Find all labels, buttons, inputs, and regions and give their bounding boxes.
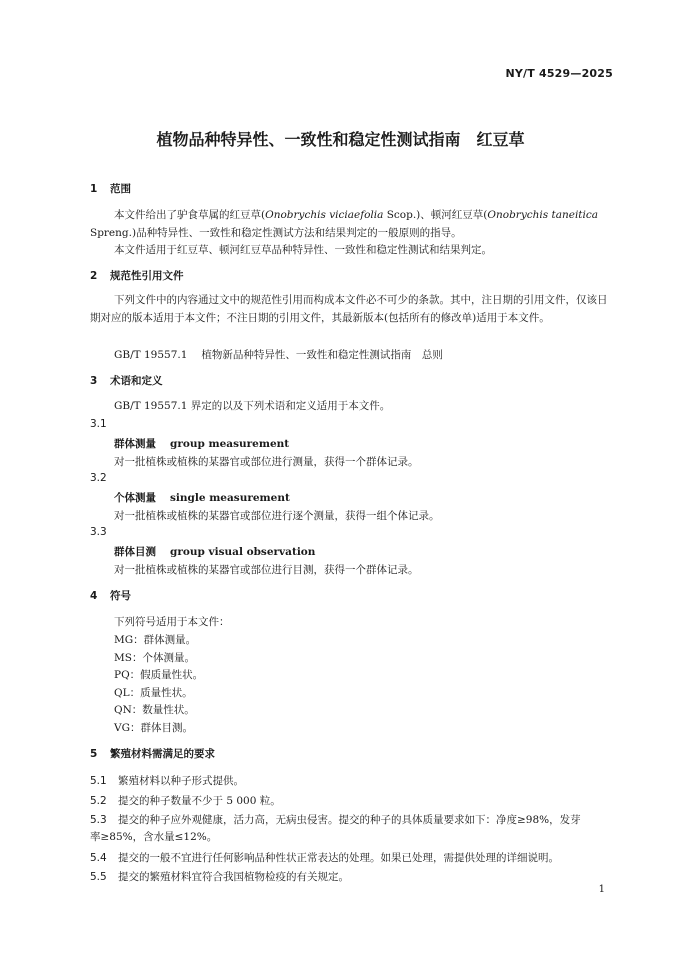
symbols-intro: 下列符号适用于本文件： bbox=[114, 616, 230, 628]
page-title: 植物品种特异性、一致性和稳定性测试指南 红豆草 bbox=[156, 130, 525, 149]
section-number: 4 bbox=[90, 590, 98, 602]
term-heading bbox=[114, 490, 290, 505]
section-2-heading bbox=[90, 268, 184, 283]
term-number: 3.3 bbox=[90, 526, 107, 538]
term-en: group measurement bbox=[170, 438, 290, 450]
term-zh: 群体测量 bbox=[114, 438, 156, 450]
clause bbox=[90, 869, 349, 884]
term-definition: 对一批植株或植株的某器官或部位进行测量，获得一个群体记录。 bbox=[114, 456, 419, 468]
section-title: 繁殖材料需满足的要求 bbox=[110, 748, 215, 760]
symbol-item: VG：群体目测。 bbox=[114, 722, 193, 734]
reference-entry bbox=[114, 347, 443, 362]
clause-text: 提交的种子应外观健康，活力高，无病虫侵害。提交的种子的具体质量要求如下：净度≥98%，发芽 bbox=[118, 814, 581, 826]
page-number: 1 bbox=[598, 884, 605, 895]
section-4-heading bbox=[90, 588, 131, 603]
term-definition: 对一批植株或植株的某器官或部位进行目测，获得一个群体记录。 bbox=[114, 564, 419, 576]
section-title: 范围 bbox=[110, 183, 131, 195]
section-1-heading bbox=[90, 181, 131, 196]
reference-code: GB/T 19557.1 bbox=[114, 349, 188, 361]
term-number: 3.2 bbox=[90, 472, 107, 484]
clause-text: 提交的一般不宜进行任何影响品种性状正常表达的处理。如果已处理，需提供处理的详细说明。 bbox=[118, 852, 559, 864]
scope-paragraph-line-1 bbox=[114, 207, 598, 222]
text-run: Scop.)、顿河红豆草( bbox=[383, 209, 488, 221]
scientific-name: Onobrychis taneitica bbox=[487, 209, 599, 221]
section-number: 3 bbox=[90, 375, 98, 387]
section-number: 2 bbox=[90, 270, 98, 282]
term-zh: 个体测量 bbox=[114, 492, 156, 504]
standard-code: NY/T 4529—2025 bbox=[505, 67, 613, 80]
term-heading bbox=[114, 436, 289, 451]
section-title: 规范性引用文件 bbox=[110, 270, 184, 282]
terms-intro: GB/T 19557.1 界定的以及下列术语和定义适用于本文件。 bbox=[114, 400, 391, 412]
scope-paragraph-line-2: Spreng.)品种特异性、一致性和稳定性测试方法和结果判定的一般原则的指导。 bbox=[90, 227, 462, 239]
reference-title: 植物新品种特异性、一致性和稳定性测试指南 总则 bbox=[201, 349, 443, 361]
clause-number: 5.1 bbox=[90, 775, 107, 787]
clause-text: 提交的繁殖材料宜符合我国植物检疫的有关规定。 bbox=[118, 871, 349, 883]
section-5-heading bbox=[90, 746, 215, 761]
normative-references-paragraph: 下列文件中的内容通过文中的规范性引用而构成本文件必不可少的条款。其中，注日期的引用文件，仅该日期对应的版本适用于本文件；不注日期的引用文件，其最新版本(包括所有的修改单)适用于本文件。 bbox=[90, 294, 608, 324]
clause-number: 5.2 bbox=[90, 795, 107, 807]
section-number: 1 bbox=[90, 183, 98, 195]
clause bbox=[90, 793, 281, 808]
text-run: 本文件给出了驴食草属的红豆草( bbox=[114, 209, 266, 221]
term-number: 3.1 bbox=[90, 418, 107, 430]
term-definition: 对一批植株或植株的某器官或部位进行逐个测量，获得一组个体记录。 bbox=[114, 510, 440, 522]
clause-text: 提交的种子数量不少于 5 000 粒。 bbox=[118, 795, 281, 807]
section-title: 符号 bbox=[110, 590, 131, 602]
clause-number: 5.3 bbox=[90, 814, 107, 826]
term-en: single measurement bbox=[170, 492, 290, 504]
clause bbox=[90, 850, 559, 865]
term-heading bbox=[114, 544, 315, 559]
term-zh: 群体目测 bbox=[114, 546, 156, 558]
section-3-heading bbox=[90, 373, 163, 388]
section-title: 术语和定义 bbox=[110, 375, 163, 387]
symbol-item: MG：群体测量。 bbox=[114, 634, 197, 646]
section-number: 5 bbox=[90, 748, 98, 760]
clause-text: 繁殖材料以种子形式提供。 bbox=[118, 775, 244, 787]
symbol-item: QL：质量性状。 bbox=[114, 687, 193, 699]
clause-continuation: 率≥85%，含水量≤12%。 bbox=[90, 831, 218, 843]
scientific-name: Onobrychis viciaefolia bbox=[265, 209, 384, 221]
term-en: group visual observation bbox=[170, 546, 316, 558]
symbol-item: PQ：假质量性状。 bbox=[114, 669, 204, 681]
clause-number: 5.5 bbox=[90, 871, 107, 883]
symbol-item: MS：个体测量。 bbox=[114, 652, 195, 664]
clause bbox=[90, 812, 581, 827]
clause-number: 5.4 bbox=[90, 852, 107, 864]
symbol-item: QN：数量性状。 bbox=[114, 704, 195, 716]
scope-paragraph-2: 本文件适用于红豆草、顿河红豆草品种特异性、一致性和稳定性测试和结果判定。 bbox=[114, 244, 492, 256]
clause bbox=[90, 773, 244, 788]
